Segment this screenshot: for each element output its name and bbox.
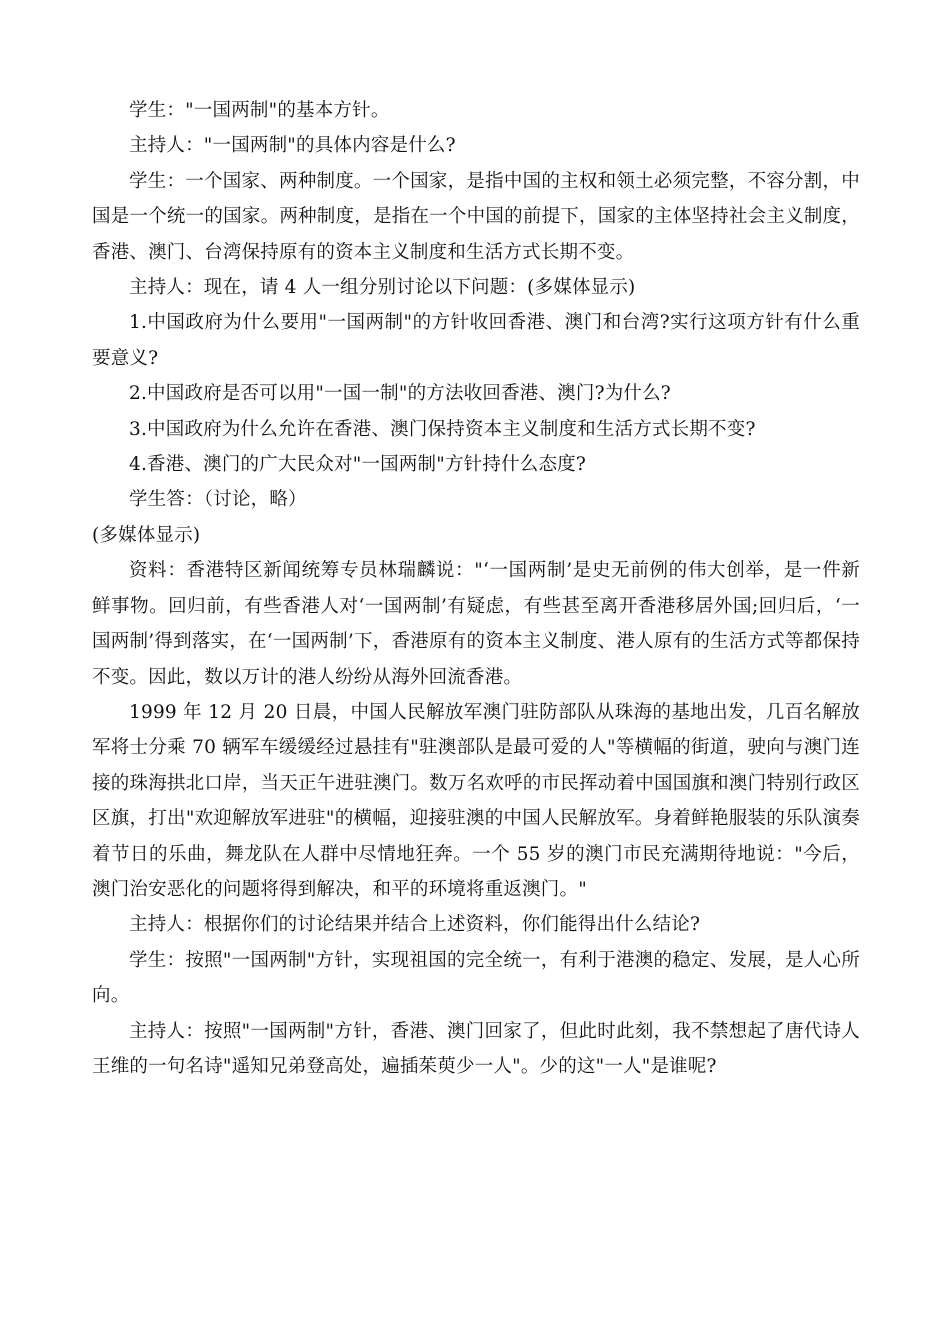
document-body: [92, 93, 860, 1084]
paragraph-host-conclusion-question: 主持人：根据你们的讨论结果并结合上述资料，你们能得出什么结论?: [129, 914, 701, 936]
paragraph-macau-garrison: 1999 年 12 月 20 日晨，中国人民解放军澳门驻防部队从珠海的基地出发，几百名解放军将士分乘 70 辆军车缓缓经过悬挂有"驻澳部队是最可爱的人"等横幅的街道，驶向与澳门连接的珠海拱北口岸，当天正午进驻澳门。数万名欢呼的市民挥动着中国国旗和澳门特别行政区区旗，打出"欢迎解放军进驻"的横幅，迎接驻澳的中国人民解放军。身着鲜艳服装的乐队演奏着节日的乐曲，舞龙队在人群中尽情地狂奔。一个 55 岁的澳门市民充满期待地说："今后，澳门治安恶化的问题将得到解决，和平的环境将重返澳门。": [92, 701, 860, 900]
paragraph-host-discussion-prompt: 主持人：现在，请 4 人一组分别讨论以下问题：(多媒体显示): [129, 277, 636, 299]
paragraph-student-answer-basic-policy: 学生："一国两制"的基本方针。: [129, 100, 390, 121]
discussion-question-2: 2.中国政府是否可以用"一国一制"的方法收回香港、澳门?为什么?: [129, 383, 671, 405]
discussion-question-4: 4.香港、澳门的广大民众对"一国两制"方针持什么态度?: [129, 454, 586, 476]
paragraph-host-question-content: 主持人："一国两制"的具体内容是什么?: [129, 135, 456, 157]
discussion-question-1: 1.中国政府为什么要用"一国两制"的方针收回香港、澳门和台湾?实行这项方针有什么重要意义?: [92, 312, 860, 369]
paragraph-host-poem: 主持人：按照"一国两制"方针，香港、澳门回家了，但此时此刻，我不禁想起了唐代诗人王维的一句名诗"遥知兄弟登高处，遍插茱萸少一人"。少的这"一人"是谁呢?: [92, 1020, 860, 1077]
paragraph-student-conclusion: 学生：按照"一国两制"方针，实现祖国的完全统一，有利于港澳的稳定、发展，是人心所向。: [92, 949, 860, 1007]
discussion-question-3: 3.中国政府为什么允许在香港、澳门保持资本主义制度和生活方式长期不变?: [129, 418, 756, 440]
paragraph-multimedia-note: (多媒体显示): [92, 524, 201, 546]
paragraph-student-answer-content: 学生：一个国家、两种制度。一个国家，是指中国的主权和领土必须完整，不容分割，中国是一个统一的国家。两种制度，是指在一个中国的前提下，国家的主体坚持社会主义制度，香港、澳门、台湾保持原有的资本主义制度和生活方式长期不变。: [92, 170, 860, 263]
paragraph-student-discussion: 学生答：（讨论，略）: [129, 489, 307, 511]
paragraph-material-hong-kong: 资料：香港特区新闻统筹专员林瑞麟说："‘一国两制’是史无前例的伟大创举，是一件新鲜事物。回归前，有些香港人对‘一国两制’有疑虑，有些甚至离开香港移居外国;回归后，‘一国两制’得到落实，在‘一国两制’下，香港原有的资本主义制度、港人原有的生活方式等都保持不变。因此，数以万计的港人纷纷从海外回流香港。: [92, 560, 860, 688]
